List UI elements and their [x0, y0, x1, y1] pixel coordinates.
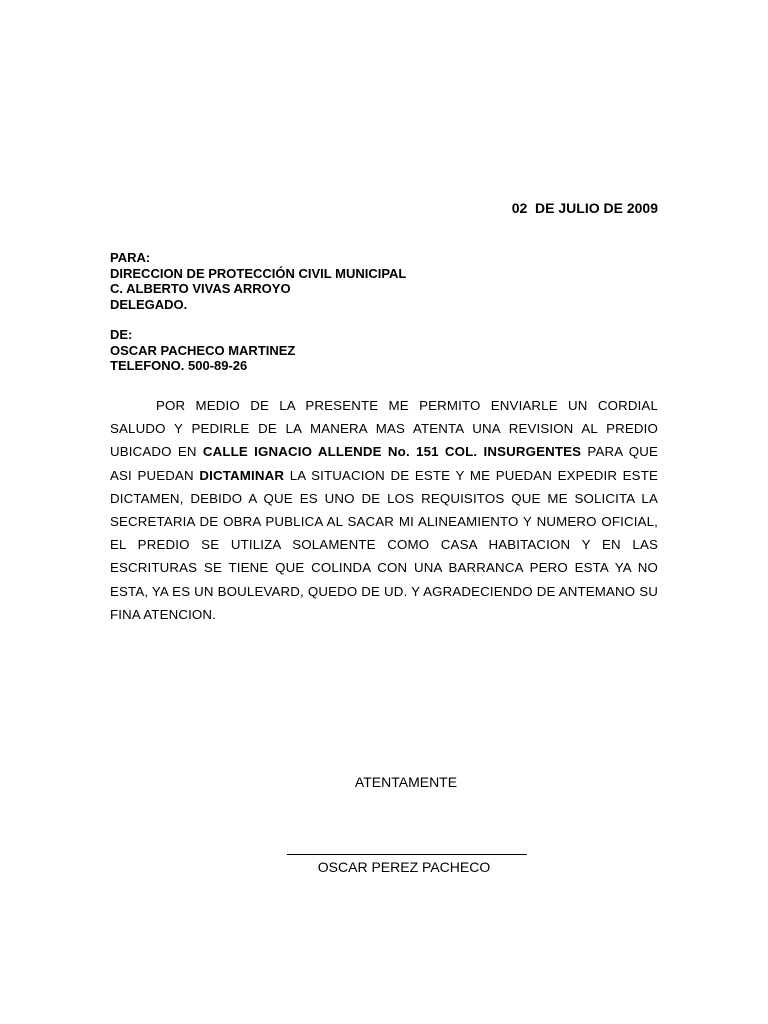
- requested-action: DICTAMINAR: [199, 467, 285, 483]
- recipient-department: DIRECCION DE PROTECCIÓN CIVIL MUNICIPAL: [110, 265, 407, 281]
- sender-block: [110, 327, 295, 374]
- signer-name: OSCAR PEREZ PACHECO: [317, 859, 491, 875]
- sender-phone: TELEFONO. 500-89-26: [110, 358, 248, 373]
- sender-label: DE:: [110, 327, 133, 342]
- body-text-part2: PARA QUE ASI PUEDAN: [110, 444, 659, 483]
- letter-date: 02 DE JULIO DE 2009: [511, 200, 658, 216]
- recipient-label: PARA:: [110, 250, 151, 265]
- recipient-title: DELEGADO.: [110, 296, 188, 312]
- closing-salutation: ATENTAMENTE: [354, 774, 458, 790]
- signature-line: [287, 842, 527, 855]
- body-text-part1: POR MEDIO DE LA PRESENTE ME PERMITO ENVIARLE UN CORDIAL SALUDO Y PEDIRLE DE LA MANERA MAS ATENTA UNA REVISION AL PREDIO UBICADO EN: [110, 398, 658, 460]
- body-text-part3: LA SITUACION DE ESTE Y ME PUEDAN EXPEDIR ESTE DICTAMEN, DEBIDO A QUE ES UNO DE LOS REQUISITOS QUE ME SOLICITA LA SECRETARIA DE OBRA PUBLICA AL SACAR MI ALINEAMIENTO Y NUMERO OFICIAL, EL PREDIO SE UTILIZA SOLAMENTE COMO CASA HABITACION Y EN LAS ESCRITURAS SE TIENE QUE COLINDA CON UNA BARRANCA PERO ESTA YA NO ESTA, YA ES UN BOULEVARD, QUEDO DE UD. Y AGRADECIENDO DE ANTEMANO SU FINA ATENCION.: [110, 467, 658, 622]
- property-address: CALLE IGNACIO ALLENDE No. 151 COL. INSURGENTES: [202, 444, 582, 460]
- sender-name: OSCAR PACHECO MARTINEZ: [110, 342, 296, 358]
- letter-body: [110, 394, 658, 626]
- recipient-block: [110, 250, 406, 312]
- recipient-name: C. ALBERTO VIVAS ARROYO: [110, 281, 291, 296]
